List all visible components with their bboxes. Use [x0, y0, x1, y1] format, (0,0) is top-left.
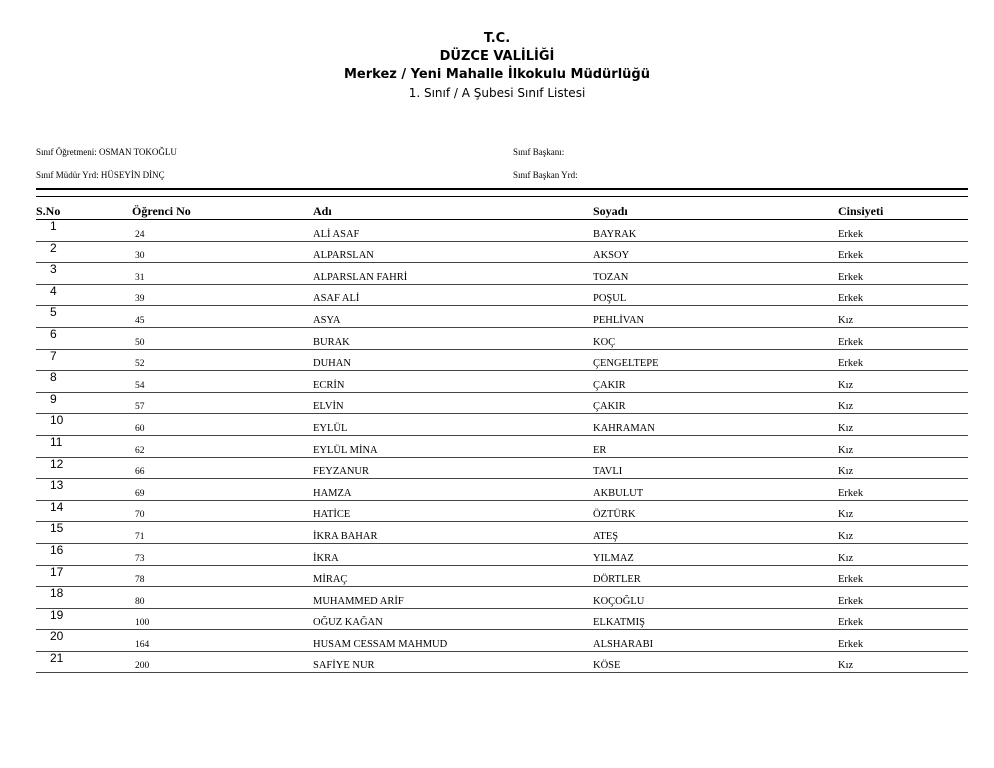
cell-sno: 15 — [36, 522, 132, 544]
table-row — [36, 651, 968, 673]
table-row — [36, 565, 968, 587]
cell-sno: 14 — [36, 500, 132, 522]
class-president: Sınıf Başkanı: — [513, 147, 565, 157]
cell-gender: Kız — [838, 371, 968, 393]
cell-name: HUSAM CESSAM MAHMUD — [313, 630, 593, 652]
col-header-surname: Soyadı — [593, 204, 838, 220]
cell-surname: KOÇOĞLU — [593, 587, 838, 609]
cell-surname: BAYRAK — [593, 220, 838, 242]
cell-gender: Erkek — [838, 263, 968, 285]
cell-gender: Erkek — [838, 565, 968, 587]
cell-sno: 19 — [36, 608, 132, 630]
cell-student-no: 78 — [132, 565, 313, 587]
table-row — [36, 457, 968, 479]
header-school: Merkez / Yeni Mahalle İlkokulu Müdürlüğü — [343, 67, 650, 82]
cell-surname: TOZAN — [593, 263, 838, 285]
cell-surname: DÖRTLER — [593, 565, 838, 587]
cell-name: İKRA BAHAR — [313, 522, 593, 544]
table-row — [36, 414, 968, 436]
cell-gender: Erkek — [838, 241, 968, 263]
cell-student-no: 57 — [132, 392, 313, 414]
table-row — [36, 284, 968, 306]
table-row — [36, 608, 968, 630]
cell-student-no: 62 — [132, 435, 313, 457]
cell-sno: 17 — [36, 565, 132, 587]
cell-name: ELVİN — [313, 392, 593, 414]
cell-surname: PEHLİVAN — [593, 306, 838, 328]
cell-name: OĞUZ KAĞAN — [313, 608, 593, 630]
cell-surname: AKBULUT — [593, 479, 838, 501]
cell-gender: Kız — [838, 457, 968, 479]
cell-surname: KÖSE — [593, 651, 838, 673]
cell-sno: 1 — [36, 220, 132, 242]
col-header-sno: S.No — [36, 204, 132, 220]
cell-sno: 2 — [36, 241, 132, 263]
table-row — [36, 392, 968, 414]
cell-surname: ALSHARABI — [593, 630, 838, 652]
cell-student-no: 50 — [132, 327, 313, 349]
table-row — [36, 327, 968, 349]
table-row — [36, 220, 968, 242]
class-vice-president: Sınıf Başkan Yrd: — [513, 170, 578, 180]
cell-student-no: 69 — [132, 479, 313, 501]
table-row — [36, 435, 968, 457]
cell-sno: 10 — [36, 414, 132, 436]
cell-name: HATİCE — [313, 500, 593, 522]
cell-sno: 12 — [36, 457, 132, 479]
document-header — [0, 30, 994, 102]
cell-gender: Erkek — [838, 220, 968, 242]
cell-gender: Kız — [838, 500, 968, 522]
cell-student-no: 52 — [132, 349, 313, 371]
cell-sno: 8 — [36, 371, 132, 393]
cell-sno: 5 — [36, 306, 132, 328]
table-row — [36, 500, 968, 522]
divider-thick — [36, 188, 968, 190]
cell-name: HAMZA — [313, 479, 593, 501]
cell-name: ASYA — [313, 306, 593, 328]
cell-surname: TAVLI — [593, 457, 838, 479]
class-teacher: Sınıf Öğretmeni: OSMAN TOKOĞLU — [36, 147, 177, 157]
col-header-student-no: Öğrenci No — [132, 204, 313, 220]
cell-name: EYLÜL — [313, 414, 593, 436]
cell-surname: ÇAKIR — [593, 392, 838, 414]
cell-sno: 3 — [36, 263, 132, 285]
cell-sno: 21 — [36, 651, 132, 673]
cell-sno: 11 — [36, 435, 132, 457]
cell-gender: Erkek — [838, 349, 968, 371]
cell-surname: KOÇ — [593, 327, 838, 349]
cell-name: ECRİN — [313, 371, 593, 393]
cell-name: İKRA — [313, 543, 593, 565]
cell-gender: Erkek — [838, 284, 968, 306]
cell-name: EYLÜL MİNA — [313, 435, 593, 457]
cell-gender: Kız — [838, 306, 968, 328]
cell-student-no: 54 — [132, 371, 313, 393]
cell-name: DUHAN — [313, 349, 593, 371]
cell-student-no: 70 — [132, 500, 313, 522]
col-header-gender: Cinsiyeti — [838, 204, 968, 220]
table-row — [36, 479, 968, 501]
cell-gender: Kız — [838, 414, 968, 436]
cell-name: ALPARSLAN — [313, 241, 593, 263]
cell-sno: 18 — [36, 587, 132, 609]
cell-gender: Kız — [838, 435, 968, 457]
cell-student-no: 71 — [132, 522, 313, 544]
cell-student-no: 73 — [132, 543, 313, 565]
cell-gender: Kız — [838, 543, 968, 565]
cell-sno: 13 — [36, 479, 132, 501]
header-tc: T.C. — [483, 31, 511, 46]
table-row — [36, 587, 968, 609]
cell-student-no: 45 — [132, 306, 313, 328]
cell-sno: 16 — [36, 543, 132, 565]
cell-student-no: 164 — [132, 630, 313, 652]
cell-gender: Erkek — [838, 327, 968, 349]
cell-gender: Kız — [838, 392, 968, 414]
table-row — [36, 306, 968, 328]
student-table — [36, 204, 968, 673]
col-header-name: Adı — [313, 204, 593, 220]
cell-name: ASAF ALİ — [313, 284, 593, 306]
cell-name: MUHAMMED ARİF — [313, 587, 593, 609]
cell-name: FEYZANUR — [313, 457, 593, 479]
cell-surname: AKSOY — [593, 241, 838, 263]
cell-surname: KAHRAMAN — [593, 414, 838, 436]
table-row — [36, 241, 968, 263]
cell-student-no: 39 — [132, 284, 313, 306]
cell-student-no: 80 — [132, 587, 313, 609]
cell-name: MİRAÇ — [313, 565, 593, 587]
cell-surname: ÖZTÜRK — [593, 500, 838, 522]
cell-sno: 9 — [36, 392, 132, 414]
cell-surname: ELKATMIŞ — [593, 608, 838, 630]
cell-surname: YILMAZ — [593, 543, 838, 565]
cell-gender: Erkek — [838, 587, 968, 609]
table-row — [36, 630, 968, 652]
cell-surname: ÇAKIR — [593, 371, 838, 393]
header-class-list: 1. Sınıf / A Şubesi Sınıf Listesi — [408, 86, 586, 100]
header-governorship: DÜZCE VALİLİĞİ — [439, 49, 555, 64]
cell-gender: Erkek — [838, 479, 968, 501]
cell-gender: Kız — [838, 651, 968, 673]
cell-student-no: 66 — [132, 457, 313, 479]
cell-name: ALPARSLAN FAHRİ — [313, 263, 593, 285]
cell-gender: Kız — [838, 522, 968, 544]
vice-teacher: Sınıf Müdür Yrd: HÜSEYİN DİNÇ — [36, 170, 165, 180]
cell-student-no: 60 — [132, 414, 313, 436]
table-row — [36, 349, 968, 371]
cell-surname: ÇENGELTEPE — [593, 349, 838, 371]
cell-name: ALİ ASAF — [313, 220, 593, 242]
cell-student-no: 200 — [132, 651, 313, 673]
table-row — [36, 522, 968, 544]
cell-sno: 20 — [36, 630, 132, 652]
table-row — [36, 543, 968, 565]
cell-surname: ATEŞ — [593, 522, 838, 544]
cell-name: BURAK — [313, 327, 593, 349]
table-row — [36, 371, 968, 393]
cell-student-no: 31 — [132, 263, 313, 285]
cell-surname: POŞUL — [593, 284, 838, 306]
cell-student-no: 100 — [132, 608, 313, 630]
cell-student-no: 24 — [132, 220, 313, 242]
cell-gender: Erkek — [838, 608, 968, 630]
divider-thin — [36, 196, 968, 197]
table-header-row — [36, 204, 968, 220]
cell-student-no: 30 — [132, 241, 313, 263]
cell-sno: 4 — [36, 284, 132, 306]
cell-gender: Erkek — [838, 630, 968, 652]
cell-sno: 7 — [36, 349, 132, 371]
table-row — [36, 263, 968, 285]
cell-surname: ER — [593, 435, 838, 457]
cell-name: SAFİYE NUR — [313, 651, 593, 673]
cell-sno: 6 — [36, 327, 132, 349]
